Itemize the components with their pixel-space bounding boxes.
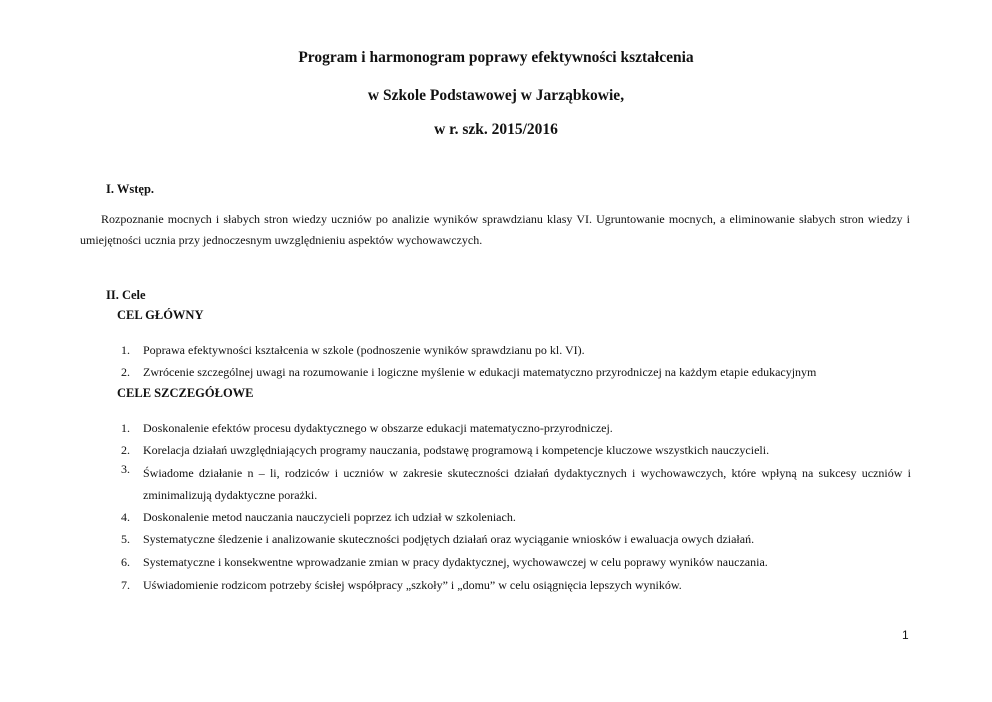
list-item-text: Doskonalenie metod nauczania nauczycieli poprzez ich udział w szkoleniach.	[143, 510, 516, 524]
list-item-text: Uświadomienie rodzicom potrzeby ścisłej współpracy „szkoły” i „domu” w celu osiągnięcia lepszych wyników.	[143, 578, 682, 592]
page-number: 1	[902, 628, 909, 642]
list-item-number: 4.	[121, 510, 130, 524]
list-item-text: Doskonalenie efektów procesu dydaktycznego w obszarze edukacji matematyczno-przyrodniczej.	[143, 421, 613, 435]
document-title-line-1: Program i harmonogram poprawy efektywności kształcenia	[298, 49, 694, 66]
list-item-number: 7.	[121, 578, 130, 592]
list-item-number: 2.	[121, 365, 130, 379]
list-item-text: Poprawa efektywności kształcenia w szkole (podnoszenie wyników sprawdzianu po kl. VI).	[143, 343, 585, 357]
section-heading-goals: II. Cele	[106, 288, 146, 302]
specific-goals-heading: CELE SZCZEGÓŁOWE	[117, 386, 254, 400]
list-item-number: 3.	[121, 462, 130, 476]
section-heading-introduction: I. Wstęp.	[106, 182, 155, 196]
list-item-text: Korelacja działań uwzględniających programy nauczania, podstawę programową i kompetencje kluczowe wszystkich nauczycieli.	[143, 443, 770, 457]
main-goal-heading: CEL GŁÓWNY	[117, 308, 204, 322]
list-item-text: Świadome działanie n – li, rodziców i uczniów w zakresie skuteczności działań dydaktycznych i wychowawczych, które wpłyną na sukcesy uczniów i zminimalizują dydaktyczne porażki.	[143, 466, 911, 502]
introduction-paragraph	[80, 209, 910, 251]
list-item-text: Systematyczne i konsekwentne wprowadzanie zmian w pracy dydaktycznej, wychowawczej w celu poprawy wyników nauczania.	[143, 555, 768, 569]
list-item-number: 1.	[121, 343, 130, 357]
list-item-number: 1.	[121, 421, 130, 435]
list-item-number: 6.	[121, 555, 130, 569]
introduction-text: Rozpoznanie mocnych i słabych stron wiedzy uczniów po analizie wyników sprawdzianu klasy VI. Ugruntowanie mocnych, a eliminowanie słabych stron wiedzy i umiejętności ucznia przy jednoczesnym uwzględnieniu aspektów wychowawczych.	[80, 212, 910, 247]
list-item-text: Zwrócenie szczególnej uwagi na rozumowanie i logiczne myślenie w edukacji matematyczno przyrodniczej na każdym etapie edukacyjnym	[143, 365, 817, 379]
list-item-text: Systematyczne śledzenie i analizowanie skuteczności podjętych działań oraz wyciąganie wniosków i ewaluacja owych działań.	[143, 532, 755, 546]
document-title-line-3: w r. szk. 2015/2016	[434, 121, 558, 138]
list-item-number: 5.	[121, 532, 130, 546]
document-title-line-2: w Szkole Podstawowej w Jarząbkowie,	[367, 87, 625, 104]
list-item-number: 2.	[121, 443, 130, 457]
